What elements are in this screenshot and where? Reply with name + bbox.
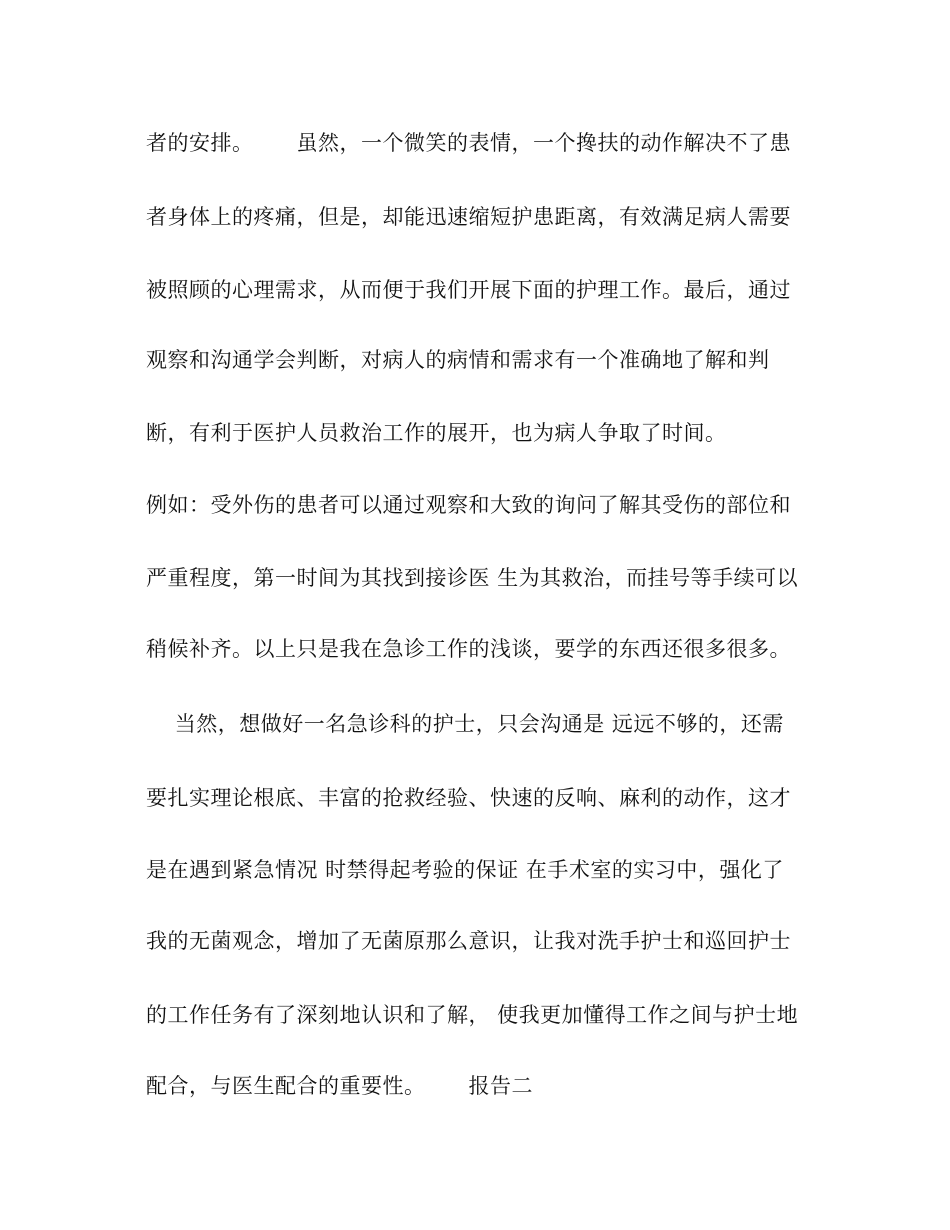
text-line: 配合，与医生配合的重要性。 报告二 bbox=[146, 1074, 534, 1098]
text-line: 稍候补齐。以上只是我在急诊工作的浅谈，要学的东西还很多很多。 bbox=[146, 637, 791, 661]
text-line: 断，有利于医护人员救治工作的展开，也为病人争取了时间。 bbox=[146, 421, 727, 445]
text-line: 被照顾的心理需求，从而便于我们开展下面的护理工作。最后，通过 bbox=[146, 278, 791, 302]
text-line: 者身体上的疼痛，但是，却能迅速缩短护患距离，有效满足病人需要 bbox=[146, 205, 791, 229]
text-line: 要扎实理论根底、丰富的抢救经验、快速的反响、麻利的动作，这才 bbox=[146, 786, 791, 810]
text-line: 者的安排。 虽然，一个微笑的表情，一个搀扶的动作解决不了患 bbox=[146, 131, 792, 155]
text-line: 的工作任务有了深刻地认识和了解， 使我更加懂得工作之间与护士地 bbox=[146, 1003, 799, 1027]
text-line: 我的无菌观念，增加了无菌原那么意识，让我对洗手护士和巡回护士 bbox=[146, 929, 791, 953]
text-line: 例如：受外伤的患者可以通过观察和大致的询问了解其受伤的部位和 bbox=[146, 493, 791, 517]
text-line: 观察和沟通学会判断，对病人的病情和需求有一个准确地了解和判 bbox=[146, 348, 770, 372]
text-line: 当然，想做好一名急诊科的护士，只会沟通是 远远不够的，还需 bbox=[146, 712, 784, 736]
text-line: 是在遇到紧急情况 时禁得起考验的保证 在手术室的实习中，强化了 bbox=[146, 858, 784, 882]
text-line: 严重程度，第一时间为其找到接诊医 生为其救治，而挂号等手续可以 bbox=[146, 566, 799, 590]
